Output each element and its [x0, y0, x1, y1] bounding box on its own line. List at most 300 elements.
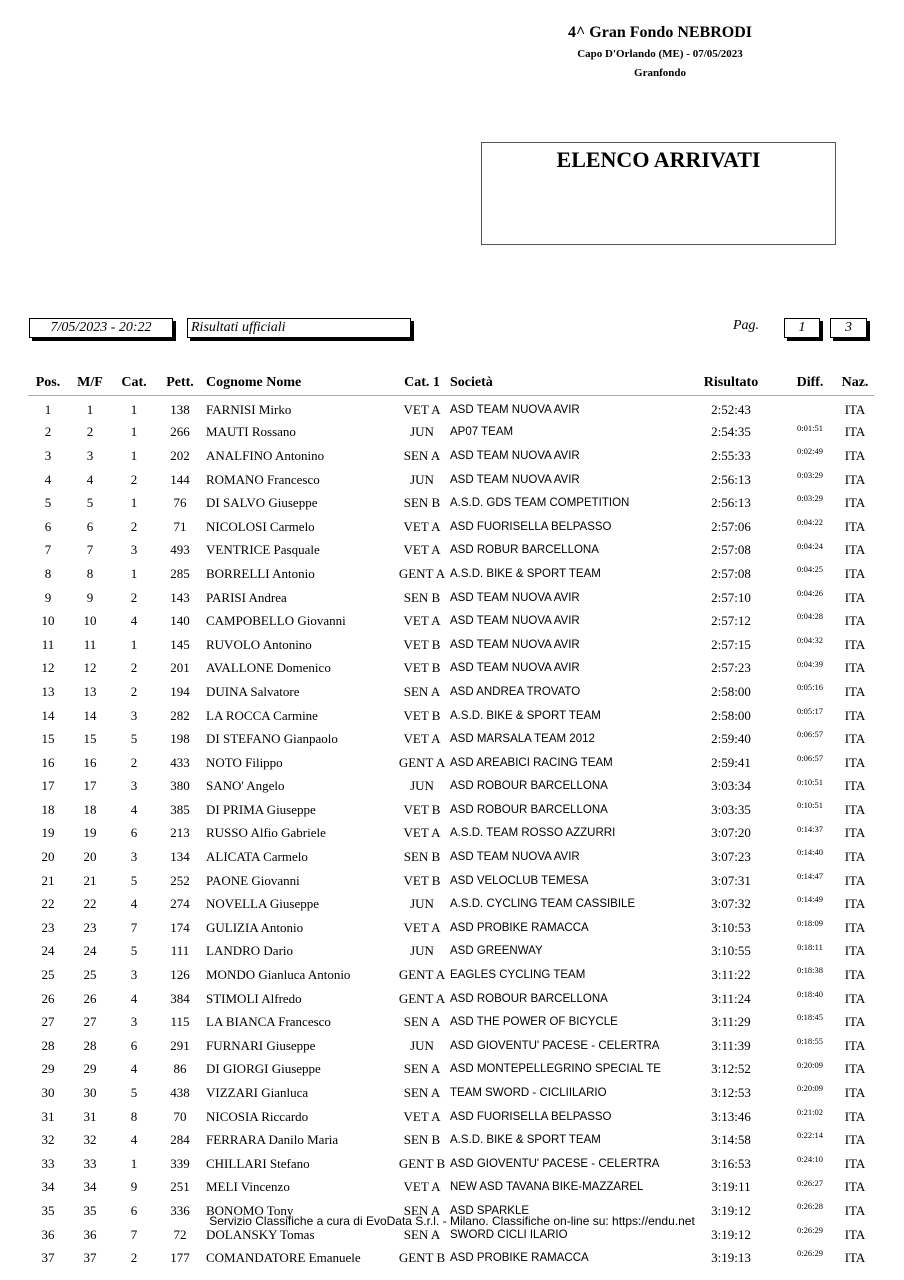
- cell-mf: 20: [83, 849, 97, 865]
- cell-naz: ITA: [844, 707, 866, 723]
- cell-diff: 0:20:09: [797, 1059, 823, 1070]
- cell-societa: ASD TEAM NUOVA AVIR: [450, 638, 580, 651]
- cell-cat: 3: [130, 849, 138, 865]
- cell-cat: 9: [130, 1179, 138, 1195]
- table-row: [28, 704, 874, 728]
- cell-name: RUSSO Alfio Gabriele: [206, 825, 326, 841]
- cell-risultato: 2:58:00: [711, 683, 751, 699]
- results-status: Risultati ufficiali: [187, 318, 411, 338]
- cell-cat: 5: [130, 731, 138, 747]
- cell-mf: 9: [86, 589, 94, 605]
- cell-cat1: GENT B: [398, 1250, 446, 1266]
- table-header-row: [28, 371, 874, 396]
- cell-societa: A.S.D. BIKE & SPORT TEAM: [450, 1134, 601, 1147]
- cell-diff: 0:18:40: [797, 988, 823, 999]
- cell-societa: ASD ROBUR BARCELLONA: [450, 544, 599, 557]
- cell-cat: 6: [130, 825, 138, 841]
- cell-risultato: 2:57:08: [711, 565, 751, 581]
- cell-name: FERRARA Danilo Maria: [206, 1132, 339, 1148]
- cell-cat1: SEN A: [403, 447, 441, 463]
- cell-cat1: JUN: [410, 1037, 434, 1053]
- cell-diff: [784, 396, 836, 421]
- cell-cat: 8: [130, 1108, 138, 1124]
- table-row: [28, 1081, 874, 1105]
- cell-name: FURNARI Giuseppe: [206, 1037, 316, 1053]
- cell-risultato: 3:11:24: [711, 990, 751, 1006]
- cell-mf: 13: [83, 683, 97, 699]
- cell-pett: 252: [170, 872, 190, 888]
- cell-risultato: 2:59:40: [711, 731, 751, 747]
- cell-pos: 30: [41, 1085, 55, 1101]
- table-row: [28, 775, 874, 799]
- cell-mf: 4: [86, 471, 94, 487]
- table-row: [28, 798, 874, 822]
- cell-diff: 0:26:28: [797, 1201, 823, 1212]
- cell-pett: 282: [170, 707, 190, 723]
- table-row: [28, 1105, 874, 1129]
- table-row: [28, 491, 874, 515]
- table-row: [28, 963, 874, 987]
- cell-pos: 32: [41, 1132, 55, 1148]
- cell-diff: 0:04:28: [797, 611, 823, 622]
- cell-pett: 433: [170, 754, 190, 770]
- cell-cat1: SEN A: [403, 1014, 441, 1030]
- cell-societa: TEAM SWORD - CICLIILARIO: [450, 1087, 607, 1100]
- table-row: [28, 751, 874, 775]
- table-row: [28, 727, 874, 751]
- cell-risultato: 3:19:12: [711, 1226, 751, 1242]
- table-row: [28, 609, 874, 633]
- cell-cat: 1: [130, 636, 138, 652]
- cell-naz: ITA: [844, 731, 866, 747]
- cell-risultato: 3:10:53: [711, 919, 751, 935]
- cell-diff: 0:26:27: [797, 1177, 823, 1188]
- cell-cat: 6: [130, 1202, 138, 1218]
- cell-naz: ITA: [844, 401, 866, 417]
- cell-societa: ASD PROBIKE RAMACCA: [450, 1252, 589, 1265]
- cell-name: LA BIANCA Francesco: [206, 1014, 331, 1030]
- cell-diff: 0:18:09: [797, 918, 823, 929]
- cell-naz: ITA: [844, 1037, 866, 1053]
- cell-pett: 291: [170, 1037, 190, 1053]
- cell-name: ANALFINO Antonino: [206, 447, 325, 463]
- cell-pett: 284: [170, 1132, 190, 1148]
- table-row: [28, 680, 874, 704]
- table-row: [28, 396, 874, 421]
- cell-name: PARISI Andrea: [206, 589, 287, 605]
- cell-mf: 26: [83, 990, 97, 1006]
- cell-naz: ITA: [844, 565, 866, 581]
- cell-name: DUINA Salvatore: [206, 683, 300, 699]
- column-header-cat: Cat.: [112, 371, 156, 396]
- cell-societa: ASD PROBIKE RAMACCA: [450, 921, 589, 934]
- cell-pett: 111: [170, 943, 190, 959]
- cell-cat1: VET A: [403, 825, 441, 841]
- cell-risultato: 2:59:41: [711, 754, 751, 770]
- cell-pett: 140: [170, 613, 190, 629]
- cell-cat: 3: [130, 1014, 138, 1030]
- cell-pett: 201: [170, 660, 190, 676]
- event-location-date: Capo D'Orlando (ME) - 07/05/2023: [577, 48, 743, 60]
- column-header-naz: Naz.: [836, 371, 874, 396]
- cell-pett: 72: [173, 1226, 187, 1242]
- cell-pett: 213: [170, 825, 190, 841]
- cell-cat: 2: [130, 683, 138, 699]
- cell-name: DI STEFANO Gianpaolo: [206, 731, 338, 747]
- cell-pett: 285: [170, 565, 190, 581]
- page-total: 3: [830, 318, 867, 338]
- cell-name: DI SALVO Giuseppe: [206, 495, 318, 511]
- cell-pos: 21: [41, 872, 55, 888]
- race-type: Granfondo: [634, 67, 686, 79]
- cell-diff: 0:26:29: [797, 1248, 823, 1259]
- cell-societa: ASD GIOVENTU' PACESE - CELERTRA: [450, 1157, 660, 1170]
- cell-risultato: 3:03:35: [711, 801, 751, 817]
- column-header-mf: M/F: [68, 371, 112, 396]
- table-row: [28, 444, 874, 468]
- cell-cat1: SEN A: [403, 1202, 441, 1218]
- cell-pos: 13: [41, 683, 55, 699]
- cell-mf: 15: [83, 731, 97, 747]
- cell-pos: 1: [44, 401, 52, 417]
- cell-name: LA ROCCA Carmine: [206, 707, 318, 723]
- table-row: [28, 657, 874, 681]
- cell-name: RUVOLO Antonino: [206, 636, 312, 652]
- cell-naz: ITA: [844, 1179, 866, 1195]
- cell-pos: 6: [44, 518, 52, 534]
- cell-risultato: 3:12:52: [711, 1061, 751, 1077]
- cell-pett: 438: [170, 1085, 190, 1101]
- cell-mf: 23: [83, 919, 97, 935]
- cell-naz: ITA: [844, 495, 866, 511]
- cell-name: NICOLOSI Carmelo: [206, 518, 315, 534]
- cell-name: VENTRICE Pasquale: [206, 542, 320, 558]
- cell-societa: ASD FUORISELLA BELPASSO: [450, 520, 612, 533]
- cell-pos: 23: [41, 919, 55, 935]
- cell-cat: 5: [130, 1085, 138, 1101]
- cell-name: FARNISI Mirko: [206, 401, 292, 417]
- cell-risultato: 2:55:33: [711, 447, 751, 463]
- cell-diff: 0:18:38: [797, 965, 823, 976]
- cell-diff: 0:10:51: [797, 776, 823, 787]
- cell-risultato: 3:16:53: [711, 1155, 751, 1171]
- table-row: [28, 1176, 874, 1200]
- cell-societa: SWORD CICLI ILARIO: [450, 1228, 568, 1241]
- table-row: [28, 633, 874, 657]
- cell-diff: 0:14:47: [797, 870, 823, 881]
- cell-risultato: 3:19:13: [711, 1250, 751, 1266]
- cell-pos: 28: [41, 1037, 55, 1053]
- cell-risultato: 3:10:55: [711, 943, 751, 959]
- cell-societa: A.S.D. TEAM ROSSO AZZURRI: [450, 827, 616, 840]
- cell-name: CHILLARI Stefano: [206, 1155, 310, 1171]
- cell-cat1: VET B: [403, 707, 441, 723]
- cell-naz: ITA: [844, 1132, 866, 1148]
- cell-naz: ITA: [844, 589, 866, 605]
- cell-name: MAUTI Rossano: [206, 424, 296, 440]
- table-row: [28, 845, 874, 869]
- cell-risultato: 3:11:22: [711, 967, 751, 983]
- cell-diff: 0:14:37: [797, 823, 823, 834]
- cell-cat1: JUN: [410, 778, 434, 794]
- cell-name: GULIZIA Antonio: [206, 919, 304, 935]
- cell-pos: 22: [41, 896, 55, 912]
- cell-cat: 2: [130, 754, 138, 770]
- cell-diff: 0:04:22: [797, 516, 823, 527]
- cell-naz: ITA: [844, 1155, 866, 1171]
- cell-cat1: SEN B: [403, 849, 441, 865]
- cell-risultato: 2:56:13: [711, 471, 751, 487]
- cell-name: DI PRIMA Giuseppe: [206, 801, 316, 817]
- cell-risultato: 3:14:58: [711, 1132, 751, 1148]
- cell-cat: 3: [130, 707, 138, 723]
- cell-cat: 2: [130, 471, 138, 487]
- cell-risultato: 3:07:23: [711, 849, 751, 865]
- cell-naz: ITA: [844, 542, 866, 558]
- cell-societa: A.S.D. CYCLING TEAM CASSIBILE: [450, 898, 636, 911]
- cell-pos: 7: [44, 542, 52, 558]
- cell-mf: 12: [83, 660, 97, 676]
- cell-diff: 0:03:29: [797, 469, 823, 480]
- footer-credits: Servizio Classifiche a cura di EvoData S.r.l. - Milano. Classifiche on-line su: https://endu.net: [209, 1214, 695, 1228]
- table-body: [28, 396, 874, 1270]
- cell-mf: 5: [86, 495, 94, 511]
- cell-diff: 0:02:49: [797, 446, 823, 457]
- cell-pett: 71: [173, 518, 187, 534]
- cell-societa: ASD ROBOUR BARCELLONA: [450, 780, 608, 793]
- cell-diff: 0:20:09: [797, 1083, 823, 1094]
- table-row: [28, 1246, 874, 1270]
- cell-pett: 198: [170, 731, 190, 747]
- cell-cat: 4: [130, 613, 138, 629]
- cell-pos: 17: [41, 778, 55, 794]
- cell-cat1: JUN: [410, 471, 434, 487]
- cell-pett: 177: [170, 1250, 190, 1266]
- cell-cat: 4: [130, 896, 138, 912]
- cell-cat1: VET A: [403, 542, 441, 558]
- cell-naz: ITA: [844, 683, 866, 699]
- cell-cat1: SEN A: [403, 1085, 441, 1101]
- cell-cat: 4: [130, 1061, 138, 1077]
- cell-cat1: JUN: [410, 896, 434, 912]
- cell-societa: A.S.D. BIKE & SPORT TEAM: [450, 567, 601, 580]
- cell-societa: ASD TEAM NUOVA AVIR: [450, 473, 580, 486]
- cell-pett: 115: [170, 1014, 190, 1030]
- cell-mf: 24: [83, 943, 97, 959]
- cell-cat1: VET B: [403, 872, 441, 888]
- page-current: 1: [784, 318, 820, 338]
- table-row: [28, 539, 874, 563]
- cell-pett: 126: [170, 967, 190, 983]
- cell-cat: 1: [130, 447, 138, 463]
- cell-risultato: 3:12:53: [711, 1085, 751, 1101]
- cell-societa: A.S.D. BIKE & SPORT TEAM: [450, 709, 601, 722]
- cell-pos: 3: [44, 447, 52, 463]
- cell-naz: ITA: [844, 801, 866, 817]
- cell-naz: ITA: [844, 660, 866, 676]
- cell-pos: 9: [44, 589, 52, 605]
- cell-pos: 29: [41, 1061, 55, 1077]
- cell-mf: 29: [83, 1061, 97, 1077]
- cell-risultato: 3:13:46: [711, 1108, 751, 1124]
- cell-cat1: JUN: [410, 424, 434, 440]
- cell-diff: 0:10:51: [797, 800, 823, 811]
- cell-mf: 3: [86, 447, 94, 463]
- cell-pett: 336: [170, 1202, 190, 1218]
- cell-naz: ITA: [844, 1061, 866, 1077]
- cell-pett: 266: [170, 424, 190, 440]
- cell-pos: 5: [44, 495, 52, 511]
- cell-pos: 15: [41, 731, 55, 747]
- cell-pett: 76: [173, 495, 187, 511]
- cell-pos: 4: [44, 471, 52, 487]
- cell-naz: ITA: [844, 1250, 866, 1266]
- cell-mf: 10: [83, 613, 97, 629]
- cell-mf: 33: [83, 1155, 97, 1171]
- cell-pett: 145: [170, 636, 190, 652]
- cell-cat: 1: [130, 495, 138, 511]
- cell-naz: ITA: [844, 919, 866, 935]
- cell-cat: 7: [130, 919, 138, 935]
- cell-societa: ASD VELOCLUB TEMESA: [450, 874, 589, 887]
- column-header-pos: Pos.: [28, 371, 68, 396]
- cell-cat: 1: [130, 565, 138, 581]
- cell-societa: NEW ASD TAVANA BIKE-MAZZAREL: [450, 1181, 644, 1194]
- cell-naz: ITA: [844, 518, 866, 534]
- column-header-name: Cognome Nome: [204, 371, 394, 396]
- cell-cat1: JUN: [410, 943, 434, 959]
- cell-naz: ITA: [844, 1085, 866, 1101]
- cell-cat1: SEN B: [403, 1132, 441, 1148]
- cell-pos: 20: [41, 849, 55, 865]
- cell-naz: ITA: [844, 1108, 866, 1124]
- cell-risultato: 2:57:10: [711, 589, 751, 605]
- column-header-societa: Società: [450, 371, 678, 396]
- cell-mf: 2: [86, 424, 94, 440]
- cell-diff: 0:14:49: [797, 894, 823, 905]
- cell-pett: 144: [170, 471, 190, 487]
- cell-societa: EAGLES CYCLING TEAM: [450, 969, 586, 982]
- cell-pett: 385: [170, 801, 190, 817]
- cell-pos: 8: [44, 565, 52, 581]
- cell-risultato: 3:07:20: [711, 825, 751, 841]
- cell-name: AVALLONE Domenico: [206, 660, 331, 676]
- cell-risultato: 2:57:15: [711, 636, 751, 652]
- cell-risultato: 3:11:29: [711, 1014, 751, 1030]
- cell-cat1: VET B: [403, 801, 441, 817]
- cell-name: BORRELLI Antonio: [206, 565, 315, 581]
- column-header-diff: Diff.: [784, 371, 836, 396]
- cell-societa: A.S.D. GDS TEAM COMPETITION: [450, 497, 630, 510]
- cell-name: LANDRO Dario: [206, 943, 294, 959]
- cell-diff: 0:04:24: [797, 540, 823, 551]
- cell-societa: ASD ROBOUR BARCELLONA: [450, 803, 608, 816]
- cell-cat1: GENT A: [398, 565, 446, 581]
- cell-diff: 0:04:26: [797, 587, 823, 598]
- cell-pos: 36: [41, 1226, 55, 1242]
- cell-cat: 2: [130, 589, 138, 605]
- cell-pett: 174: [170, 919, 190, 935]
- cell-societa: ASD TEAM NUOVA AVIR: [450, 591, 580, 604]
- cell-pett: 138: [170, 401, 190, 417]
- cell-pos: 14: [41, 707, 55, 723]
- cell-name: COMANDATORE Emanuele: [206, 1250, 361, 1266]
- cell-pos: 12: [41, 660, 55, 676]
- cell-name: MONDO Gianluca Antonio: [206, 967, 351, 983]
- cell-cat1: GENT A: [398, 754, 446, 770]
- cell-pos: 2: [44, 424, 52, 440]
- cell-pett: 194: [170, 683, 190, 699]
- cell-cat1: VET A: [403, 613, 441, 629]
- cell-risultato: 2:57:12: [711, 613, 751, 629]
- cell-societa: ASD AREABICI RACING TEAM: [450, 756, 613, 769]
- table-row: [28, 1152, 874, 1176]
- cell-mf: 32: [83, 1132, 97, 1148]
- cell-name: SANO' Angelo: [206, 778, 285, 794]
- cell-pos: 24: [41, 943, 55, 959]
- cell-mf: 30: [83, 1085, 97, 1101]
- cell-pos: 10: [41, 613, 55, 629]
- cell-diff: 0:01:51: [797, 422, 823, 433]
- cell-cat: 3: [130, 778, 138, 794]
- table-row: [28, 1128, 874, 1152]
- cell-name: NICOSIA Riccardo: [206, 1108, 309, 1124]
- cell-mf: 25: [83, 967, 97, 983]
- cell-pett: 202: [170, 447, 190, 463]
- cell-name: PAONE Giovanni: [206, 872, 300, 888]
- cell-cat1: VET A: [403, 919, 441, 935]
- cell-mf: 19: [83, 825, 97, 841]
- cell-societa: ASD SPARKLE: [450, 1204, 530, 1217]
- cell-risultato: 2:57:06: [711, 518, 751, 534]
- cell-societa: ASD TEAM NUOVA AVIR: [450, 851, 580, 864]
- cell-risultato: 2:54:35: [711, 424, 751, 440]
- cell-societa: ASD ROBOUR BARCELLONA: [450, 992, 608, 1005]
- cell-societa: AP07 TEAM: [450, 426, 514, 439]
- cell-naz: ITA: [844, 1202, 866, 1218]
- cell-diff: 0:03:29: [797, 493, 823, 504]
- cell-societa: ASD GREENWAY: [450, 945, 543, 958]
- page-label: Pag.: [733, 318, 760, 333]
- cell-naz: ITA: [844, 778, 866, 794]
- cell-pos: 26: [41, 990, 55, 1006]
- table-row: [28, 421, 874, 445]
- cell-diff: 0:05:17: [797, 705, 823, 716]
- cell-diff: 0:14:40: [797, 847, 823, 858]
- cell-diff: 0:24:10: [797, 1154, 823, 1164]
- table-row: [28, 562, 874, 586]
- cell-pos: 33: [41, 1155, 55, 1171]
- cell-cat1: SEN B: [403, 495, 441, 511]
- cell-diff: 0:26:29: [797, 1224, 823, 1235]
- cell-cat: 7: [130, 1226, 138, 1242]
- cell-mf: 11: [83, 636, 97, 652]
- cell-diff: 0:06:57: [797, 752, 823, 763]
- column-header-cat1: Cat. 1: [394, 371, 450, 396]
- cell-societa: ASD FUORISELLA BELPASSO: [450, 1110, 612, 1123]
- cell-pett: 384: [170, 990, 190, 1006]
- cell-naz: ITA: [844, 849, 866, 865]
- cell-mf: 37: [83, 1250, 97, 1266]
- cell-naz: ITA: [844, 990, 866, 1006]
- cell-societa: ASD THE POWER OF BICYCLE: [450, 1016, 618, 1029]
- cell-diff: 0:04:25: [797, 564, 823, 575]
- cell-societa: ASD ANDREA TROVATO: [450, 685, 581, 698]
- cell-name: DI GIORGI Giuseppe: [206, 1061, 321, 1077]
- cell-mf: 18: [83, 801, 97, 817]
- cell-diff: 0:18:55: [797, 1036, 823, 1047]
- cell-name: VIZZARI Gianluca: [206, 1085, 309, 1101]
